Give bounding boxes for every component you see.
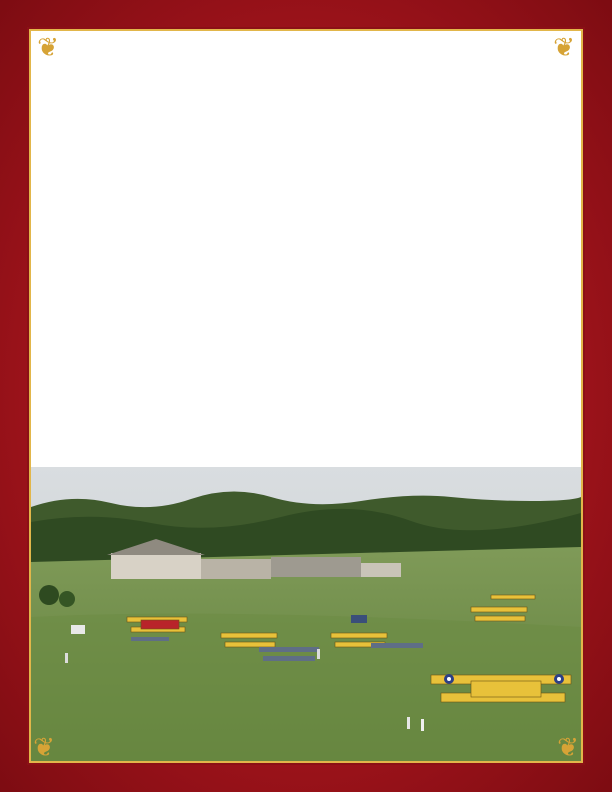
airfield-photo-image — [31, 467, 581, 761]
airfield-photo — [31, 467, 581, 761]
corner-ornament-icon: ❦ — [557, 733, 579, 761]
corner-ornament-icon: ❦ — [33, 733, 55, 761]
article-column-left — [60, 59, 305, 68]
corner-ornament-icon: ❦ — [553, 33, 575, 63]
corner-ornament-icon: ❦ — [37, 33, 59, 63]
page-panel — [31, 31, 581, 761]
article-column-right — [311, 59, 551, 68]
